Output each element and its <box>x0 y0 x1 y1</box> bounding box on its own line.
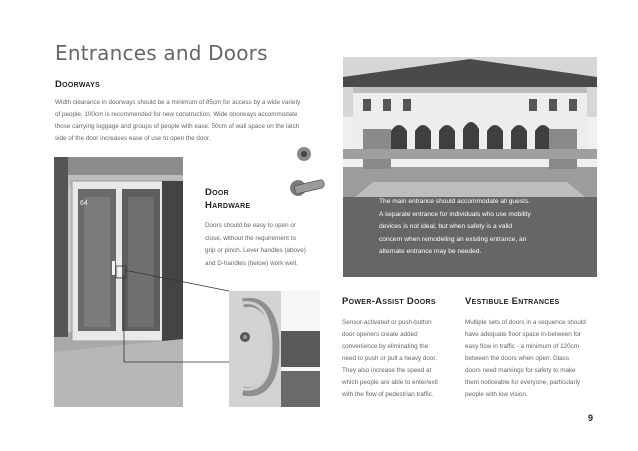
zoom-callout-lines <box>110 262 235 372</box>
entrance-caption-line: concern when remodeling an existing entrance, an <box>379 235 527 243</box>
power-assist-line: which people are able to enter/exit <box>342 379 438 386</box>
doorways-heading: Doorways <box>55 79 101 90</box>
entrance-caption <box>379 196 587 259</box>
door-hardware-heading-line: Door <box>205 187 230 198</box>
vestibule-line: between the doors when open. Glass <box>465 355 569 362</box>
door-hardware-heading <box>205 186 250 212</box>
vestibule-line: doors need markings for safety to make <box>465 367 576 374</box>
d-handle-illustration <box>229 291 320 407</box>
door-hardware-paragraph <box>205 220 310 270</box>
power-assist-paragraph <box>342 317 460 401</box>
vestibule-line: have adequate floor space in-between for <box>465 331 581 338</box>
door-hardware-line: and D-handles (below) work well. <box>205 259 298 267</box>
lever-handle-photo <box>268 142 328 207</box>
door-hardware-line: Doors should be easy to open or <box>205 222 297 229</box>
lever-handle-illustration <box>268 142 328 207</box>
power-assist-line: They also increase the speed at <box>342 367 432 374</box>
door-hardware-line: grip or pinch. Lever handles (above) <box>205 247 306 254</box>
doorways-line: of people. 100cm is recommended for new construction. Wide doorways accommodate <box>55 111 298 118</box>
vestibule-line: people with low vision. <box>465 391 528 398</box>
vestibule-line: them noticeable for everyone, particularly <box>465 379 581 386</box>
power-assist-line: with the flow of pedestrian traffic. <box>342 391 434 398</box>
entrance-caption-line: devices is not ideal, but when safety is a valid <box>379 223 513 230</box>
power-assist-line: convenience by eliminating the <box>342 343 429 350</box>
door-hardware-heading-line: Hardware <box>205 200 251 211</box>
entrance-caption-line: The main entrance should accommodate all guests. <box>379 198 531 205</box>
doorways-line: Width clearance in doorways should be a minimum of 85cm for access by a wide variety <box>55 99 301 106</box>
doorways-paragraph <box>55 97 325 145</box>
page-number: 9 <box>588 413 594 423</box>
power-assist-line: Sensor-activated or push-button <box>342 319 432 326</box>
door-hardware-line: close, without the requirement to <box>205 234 297 242</box>
power-assist-line: need to push or pull a heavy door. <box>342 355 437 362</box>
page-title: Entrances and Doors <box>55 41 268 65</box>
power-assist-line: door openers create added <box>342 331 418 338</box>
doorways-line: those carrying luggage and groups of people with ease. 50cm of wall space on the latch <box>55 123 300 130</box>
vestibule-line: Multiple sets of doors in a sequence should <box>465 319 586 326</box>
d-handle-photo <box>229 291 320 407</box>
entrance-caption-line: A separate entrance for individuals who use mobility <box>379 210 531 218</box>
power-assist-heading: Power-Assist Doors <box>342 296 436 307</box>
doorways-line: side of the door increases ease of use to open the door. <box>55 135 211 142</box>
entrance-caption-line: alternate entrance may be needed. <box>379 248 482 255</box>
door-number-sign: 64 <box>80 200 88 207</box>
vestibule-heading: Vestibule Entrances <box>465 296 560 307</box>
vestibule-line: easy flow in traffic - a minimum of 120cm <box>465 343 579 350</box>
vestibule-paragraph <box>465 317 600 401</box>
